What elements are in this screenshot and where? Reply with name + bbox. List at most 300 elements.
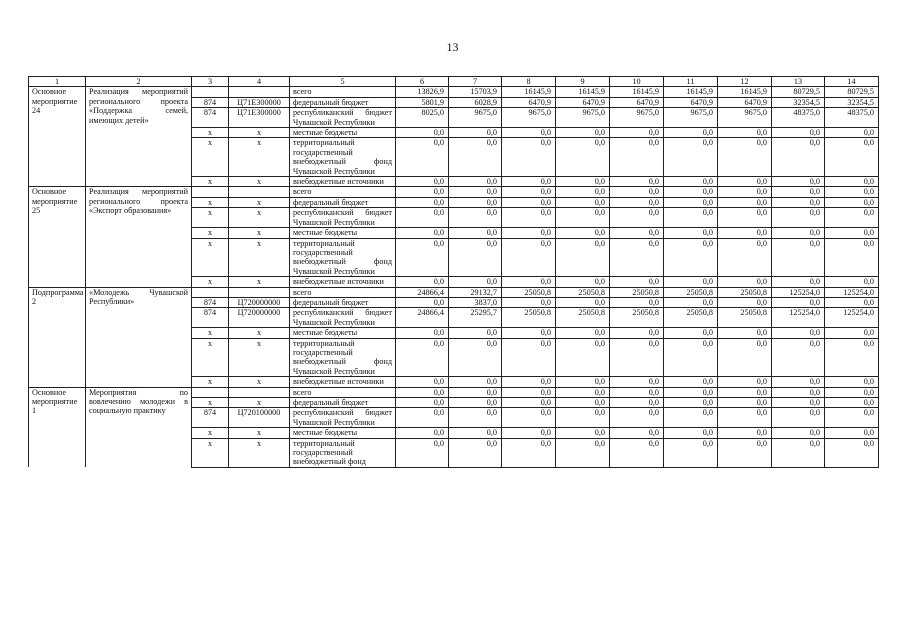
- amount-cell: 0,0: [825, 228, 879, 238]
- column-header: 10: [610, 77, 664, 87]
- amount-cell: 0,0: [502, 228, 556, 238]
- classification-code: х: [229, 128, 290, 138]
- amount-cell: 9675,0: [449, 108, 502, 128]
- amount-cell: 0,0: [396, 228, 449, 238]
- grbs-code: х: [192, 228, 229, 238]
- amount-cell: 6470,9: [556, 97, 610, 107]
- amount-cell: 0,0: [556, 297, 610, 307]
- grbs-code: 874: [192, 408, 229, 428]
- amount-cell: 0,0: [718, 187, 772, 197]
- amount-cell: 25050,8: [664, 308, 718, 328]
- amount-cell: 0,0: [502, 338, 556, 377]
- amount-cell: 25050,8: [556, 287, 610, 297]
- amount-cell: 0,0: [556, 398, 610, 408]
- amount-cell: 0,0: [610, 228, 664, 238]
- funding-source: всего: [290, 187, 396, 197]
- amount-cell: 0,0: [718, 428, 772, 438]
- amount-cell: 15703,9: [449, 87, 502, 97]
- amount-cell: 0,0: [396, 387, 449, 397]
- amount-cell: 0,0: [610, 238, 664, 277]
- amount-cell: 0,0: [772, 277, 825, 287]
- amount-cell: 125254,0: [825, 308, 879, 328]
- funding-source: местные бюджеты: [290, 228, 396, 238]
- amount-cell: 0,0: [556, 438, 610, 467]
- funding-source: всего: [290, 87, 396, 97]
- amount-cell: 24866,4: [396, 308, 449, 328]
- classification-code: Ц720100000: [229, 408, 290, 428]
- amount-cell: 0,0: [664, 377, 718, 387]
- amount-cell: 0,0: [396, 428, 449, 438]
- classification-code: х: [229, 438, 290, 467]
- amount-cell: 0,0: [556, 328, 610, 338]
- amount-cell: 0,0: [502, 177, 556, 187]
- amount-cell: 0,0: [825, 177, 879, 187]
- column-header: 5: [290, 77, 396, 87]
- amount-cell: 125254,0: [772, 287, 825, 297]
- amount-cell: 24866,4: [396, 287, 449, 297]
- grbs-code: 874: [192, 308, 229, 328]
- activity-title: «Молодежь Чувашской Республики»: [86, 287, 192, 387]
- amount-cell: 0,0: [772, 377, 825, 387]
- column-header: 6: [396, 77, 449, 87]
- amount-cell: 0,0: [610, 398, 664, 408]
- grbs-code: х: [192, 138, 229, 177]
- amount-cell: 125254,0: [772, 308, 825, 328]
- classification-code: Ц720000000: [229, 308, 290, 328]
- amount-cell: 0,0: [502, 297, 556, 307]
- amount-cell: 0,0: [664, 398, 718, 408]
- amount-cell: 0,0: [772, 187, 825, 197]
- amount-cell: 0,0: [449, 208, 502, 228]
- funding-source: внебюджетные источники: [290, 277, 396, 287]
- amount-cell: 0,0: [664, 297, 718, 307]
- amount-cell: 0,0: [610, 408, 664, 428]
- column-header: 13: [772, 77, 825, 87]
- amount-cell: 0,0: [610, 128, 664, 138]
- amount-cell: 16145,9: [556, 87, 610, 97]
- column-header: 7: [449, 77, 502, 87]
- amount-cell: 16145,9: [610, 87, 664, 97]
- classification-code: [229, 187, 290, 197]
- amount-cell: 0,0: [610, 387, 664, 397]
- amount-cell: 0,0: [772, 438, 825, 467]
- amount-cell: 0,0: [502, 208, 556, 228]
- amount-cell: 0,0: [502, 128, 556, 138]
- activity-title: Реализация мероприятий регионального проекта «Экспорт образования»: [86, 187, 192, 287]
- classification-code: [229, 287, 290, 297]
- amount-cell: 0,0: [772, 138, 825, 177]
- amount-cell: 0,0: [664, 197, 718, 207]
- amount-cell: 0,0: [556, 408, 610, 428]
- amount-cell: 0,0: [449, 277, 502, 287]
- amount-cell: 0,0: [502, 438, 556, 467]
- amount-cell: 0,0: [556, 387, 610, 397]
- amount-cell: 0,0: [556, 208, 610, 228]
- column-header: 2: [86, 77, 192, 87]
- amount-cell: 0,0: [449, 387, 502, 397]
- amount-cell: 0,0: [825, 238, 879, 277]
- amount-cell: 0,0: [502, 377, 556, 387]
- funding-source: местные бюджеты: [290, 128, 396, 138]
- funding-source: федеральный бюджет: [290, 297, 396, 307]
- amount-cell: 32354,5: [825, 97, 879, 107]
- amount-cell: 0,0: [449, 398, 502, 408]
- amount-cell: 0,0: [718, 197, 772, 207]
- amount-cell: 0,0: [664, 328, 718, 338]
- column-header: 1: [29, 77, 86, 87]
- funding-source: федеральный бюджет: [290, 97, 396, 107]
- amount-cell: 0,0: [772, 197, 825, 207]
- amount-cell: 6470,9: [502, 97, 556, 107]
- grbs-code: х: [192, 238, 229, 277]
- amount-cell: 0,0: [610, 328, 664, 338]
- amount-cell: 13826,9: [396, 87, 449, 97]
- amount-cell: 9675,0: [718, 108, 772, 128]
- column-header: 11: [664, 77, 718, 87]
- amount-cell: 0,0: [825, 338, 879, 377]
- amount-cell: 0,0: [610, 187, 664, 197]
- amount-cell: 0,0: [396, 208, 449, 228]
- amount-cell: 0,0: [449, 328, 502, 338]
- column-header-row: [29, 77, 879, 87]
- amount-cell: 0,0: [610, 177, 664, 187]
- amount-cell: 0,0: [718, 177, 772, 187]
- amount-cell: 0,0: [502, 428, 556, 438]
- amount-cell: 0,0: [664, 177, 718, 187]
- classification-code: х: [229, 238, 290, 277]
- amount-cell: 0,0: [449, 438, 502, 467]
- amount-cell: 0,0: [396, 197, 449, 207]
- classification-code: х: [229, 338, 290, 377]
- amount-cell: 0,0: [556, 187, 610, 197]
- amount-cell: 25050,8: [664, 287, 718, 297]
- classification-code: х: [229, 428, 290, 438]
- grbs-code: х: [192, 328, 229, 338]
- amount-cell: 0,0: [556, 138, 610, 177]
- amount-cell: 0,0: [449, 238, 502, 277]
- amount-cell: 25050,8: [610, 308, 664, 328]
- amount-cell: 0,0: [449, 177, 502, 187]
- amount-cell: 0,0: [718, 208, 772, 228]
- amount-cell: 25050,8: [556, 308, 610, 328]
- amount-cell: 0,0: [825, 387, 879, 397]
- amount-cell: 0,0: [664, 408, 718, 428]
- amount-cell: 6470,9: [664, 97, 718, 107]
- grbs-code: х: [192, 197, 229, 207]
- amount-cell: 0,0: [449, 338, 502, 377]
- amount-cell: 0,0: [396, 297, 449, 307]
- classification-code: х: [229, 398, 290, 408]
- grbs-code: х: [192, 438, 229, 467]
- amount-cell: 125254,0: [825, 287, 879, 297]
- amount-cell: 0,0: [502, 277, 556, 287]
- amount-cell: 0,0: [825, 328, 879, 338]
- amount-cell: 0,0: [664, 338, 718, 377]
- table-row: [29, 87, 879, 97]
- amount-cell: 0,0: [610, 208, 664, 228]
- amount-cell: 0,0: [556, 128, 610, 138]
- amount-cell: 0,0: [610, 438, 664, 467]
- amount-cell: 0,0: [502, 238, 556, 277]
- amount-cell: 0,0: [664, 138, 718, 177]
- amount-cell: 0,0: [772, 128, 825, 138]
- amount-cell: 0,0: [664, 277, 718, 287]
- funding-source: федеральный бюджет: [290, 197, 396, 207]
- grbs-code: 874: [192, 97, 229, 107]
- amount-cell: 0,0: [772, 208, 825, 228]
- amount-cell: 0,0: [556, 428, 610, 438]
- amount-cell: 9675,0: [664, 108, 718, 128]
- classification-code: [229, 387, 290, 397]
- amount-cell: 25050,8: [718, 287, 772, 297]
- funding-source: республиканский бюджет Чувашской Республики: [290, 108, 396, 128]
- amount-cell: 0,0: [772, 297, 825, 307]
- amount-cell: 0,0: [502, 387, 556, 397]
- amount-cell: 0,0: [396, 338, 449, 377]
- amount-cell: 0,0: [772, 228, 825, 238]
- amount-cell: 0,0: [825, 128, 879, 138]
- amount-cell: 0,0: [449, 138, 502, 177]
- amount-cell: 0,0: [556, 197, 610, 207]
- amount-cell: 0,0: [718, 238, 772, 277]
- amount-cell: 0,0: [396, 438, 449, 467]
- amount-cell: 25050,8: [502, 287, 556, 297]
- amount-cell: 0,0: [718, 277, 772, 287]
- funding-source: территориальный государственный внебюджетный фонд Чувашской Республики: [290, 338, 396, 377]
- amount-cell: 0,0: [396, 377, 449, 387]
- amount-cell: 0,0: [449, 408, 502, 428]
- table-row: [29, 187, 879, 197]
- amount-cell: 80729,5: [772, 87, 825, 97]
- amount-cell: 0,0: [502, 328, 556, 338]
- amount-cell: 25050,8: [610, 287, 664, 297]
- amount-cell: 25050,8: [718, 308, 772, 328]
- amount-cell: 0,0: [664, 187, 718, 197]
- amount-cell: 0,0: [825, 277, 879, 287]
- amount-cell: 0,0: [610, 138, 664, 177]
- grbs-code: х: [192, 338, 229, 377]
- classification-code: х: [229, 228, 290, 238]
- amount-cell: 0,0: [610, 428, 664, 438]
- funding-source: всего: [290, 287, 396, 297]
- amount-cell: 0,0: [718, 387, 772, 397]
- funding-source: местные бюджеты: [290, 328, 396, 338]
- funding-source: республиканский бюджет Чувашской Республики: [290, 208, 396, 228]
- funding-source: федеральный бюджет: [290, 398, 396, 408]
- amount-cell: 6028,9: [449, 97, 502, 107]
- amount-cell: 0,0: [772, 177, 825, 187]
- amount-cell: 0,0: [825, 408, 879, 428]
- amount-cell: 0,0: [396, 238, 449, 277]
- amount-cell: 0,0: [825, 377, 879, 387]
- amount-cell: 0,0: [718, 338, 772, 377]
- amount-cell: 0,0: [449, 197, 502, 207]
- funding-source: внебюджетные источники: [290, 377, 396, 387]
- amount-cell: 0,0: [556, 338, 610, 377]
- grbs-code: [192, 287, 229, 297]
- classification-code: Ц71Е300000: [229, 108, 290, 128]
- amount-cell: 0,0: [664, 228, 718, 238]
- amount-cell: 0,0: [610, 377, 664, 387]
- funding-source: республиканский бюджет Чувашской Республики: [290, 308, 396, 328]
- grbs-code: [192, 187, 229, 197]
- activity-name: Основное мероприятие 24: [29, 87, 86, 187]
- amount-cell: 0,0: [718, 297, 772, 307]
- amount-cell: 0,0: [449, 187, 502, 197]
- activity-title: Реализация мероприятий регионального проекта «Поддержка семей, имеющих детей»: [86, 87, 192, 187]
- grbs-code: х: [192, 177, 229, 187]
- funding-source: внебюджетные источники: [290, 177, 396, 187]
- amount-cell: 16145,9: [502, 87, 556, 97]
- amount-cell: 0,0: [396, 408, 449, 428]
- grbs-code: х: [192, 398, 229, 408]
- column-header: 14: [825, 77, 879, 87]
- amount-cell: 0,0: [396, 328, 449, 338]
- amount-cell: 0,0: [825, 428, 879, 438]
- amount-cell: 0,0: [718, 398, 772, 408]
- classification-code: Ц71Е300000: [229, 97, 290, 107]
- column-header: 3: [192, 77, 229, 87]
- amount-cell: 0,0: [718, 328, 772, 338]
- classification-code: х: [229, 277, 290, 287]
- amount-cell: 0,0: [718, 377, 772, 387]
- funding-source: территориальный государственный внебюджетный фонд: [290, 438, 396, 467]
- amount-cell: 5801,9: [396, 97, 449, 107]
- grbs-code: х: [192, 277, 229, 287]
- grbs-code: х: [192, 377, 229, 387]
- amount-cell: 0,0: [825, 187, 879, 197]
- amount-cell: 6470,9: [718, 97, 772, 107]
- funding-source: всего: [290, 387, 396, 397]
- amount-cell: 0,0: [556, 177, 610, 187]
- amount-cell: 0,0: [396, 138, 449, 177]
- amount-cell: 0,0: [718, 128, 772, 138]
- amount-cell: 0,0: [610, 297, 664, 307]
- grbs-code: х: [192, 128, 229, 138]
- amount-cell: 48375,0: [772, 108, 825, 128]
- amount-cell: 80729,5: [825, 87, 879, 97]
- column-header: 12: [718, 77, 772, 87]
- amount-cell: 0,0: [556, 228, 610, 238]
- amount-cell: 9675,0: [502, 108, 556, 128]
- amount-cell: 48375,0: [825, 108, 879, 128]
- amount-cell: 0,0: [396, 398, 449, 408]
- amount-cell: 32354,5: [772, 97, 825, 107]
- amount-cell: 0,0: [718, 438, 772, 467]
- funding-source: территориальный государственный внебюджетный фонд Чувашской Республики: [290, 238, 396, 277]
- amount-cell: 0,0: [718, 408, 772, 428]
- amount-cell: 0,0: [610, 277, 664, 287]
- table-row: [29, 287, 879, 297]
- table-row: [29, 387, 879, 397]
- budget-table: [28, 76, 879, 468]
- amount-cell: 0,0: [449, 377, 502, 387]
- classification-code: Ц720000000: [229, 297, 290, 307]
- grbs-code: 874: [192, 297, 229, 307]
- amount-cell: 0,0: [664, 128, 718, 138]
- amount-cell: 16145,9: [718, 87, 772, 97]
- amount-cell: 0,0: [664, 428, 718, 438]
- amount-cell: 0,0: [825, 197, 879, 207]
- amount-cell: 0,0: [396, 277, 449, 287]
- amount-cell: 0,0: [449, 428, 502, 438]
- amount-cell: 0,0: [396, 177, 449, 187]
- amount-cell: 0,0: [825, 398, 879, 408]
- amount-cell: 0,0: [772, 408, 825, 428]
- amount-cell: 0,0: [449, 128, 502, 138]
- amount-cell: 0,0: [825, 138, 879, 177]
- amount-cell: 0,0: [718, 228, 772, 238]
- amount-cell: 0,0: [664, 208, 718, 228]
- table-body: [29, 77, 879, 468]
- funding-source: территориальный государственный внебюджетный фонд Чувашской Республики: [290, 138, 396, 177]
- amount-cell: 0,0: [502, 138, 556, 177]
- amount-cell: 0,0: [825, 297, 879, 307]
- amount-cell: 0,0: [664, 238, 718, 277]
- amount-cell: 0,0: [772, 328, 825, 338]
- amount-cell: 0,0: [396, 128, 449, 138]
- amount-cell: 0,0: [502, 398, 556, 408]
- amount-cell: 0,0: [502, 197, 556, 207]
- classification-code: [229, 87, 290, 97]
- grbs-code: [192, 87, 229, 97]
- grbs-code: х: [192, 428, 229, 438]
- amount-cell: 0,0: [772, 428, 825, 438]
- amount-cell: 0,0: [772, 387, 825, 397]
- amount-cell: 8025,0: [396, 108, 449, 128]
- classification-code: х: [229, 208, 290, 228]
- amount-cell: 3837,0: [449, 297, 502, 307]
- activity-title: Мероприятия по вовлечению молодежи в социальную практику: [86, 387, 192, 467]
- grbs-code: [192, 387, 229, 397]
- amount-cell: 9675,0: [556, 108, 610, 128]
- amount-cell: 0,0: [610, 338, 664, 377]
- classification-code: х: [229, 328, 290, 338]
- column-header: 8: [502, 77, 556, 87]
- amount-cell: 0,0: [825, 208, 879, 228]
- amount-cell: 29132,7: [449, 287, 502, 297]
- activity-name: Основное мероприятие 25: [29, 187, 86, 287]
- amount-cell: 0,0: [718, 138, 772, 177]
- amount-cell: 16145,9: [664, 87, 718, 97]
- amount-cell: 0,0: [502, 408, 556, 428]
- grbs-code: 874: [192, 108, 229, 128]
- amount-cell: 0,0: [772, 398, 825, 408]
- amount-cell: 0,0: [664, 438, 718, 467]
- classification-code: х: [229, 377, 290, 387]
- amount-cell: 0,0: [610, 197, 664, 207]
- classification-code: х: [229, 138, 290, 177]
- amount-cell: 0,0: [556, 377, 610, 387]
- classification-code: х: [229, 177, 290, 187]
- amount-cell: 0,0: [396, 187, 449, 197]
- amount-cell: 0,0: [664, 387, 718, 397]
- amount-cell: 6470,9: [610, 97, 664, 107]
- page-number: 13: [446, 40, 459, 54]
- grbs-code: х: [192, 208, 229, 228]
- amount-cell: 0,0: [772, 238, 825, 277]
- amount-cell: 25295,7: [449, 308, 502, 328]
- amount-cell: 0,0: [556, 238, 610, 277]
- activity-name: Основное мероприятие 1: [29, 387, 86, 467]
- amount-cell: 0,0: [502, 187, 556, 197]
- amount-cell: 25050,8: [502, 308, 556, 328]
- classification-code: х: [229, 197, 290, 207]
- amount-cell: 9675,0: [610, 108, 664, 128]
- funding-source: республиканский бюджет Чувашской Республики: [290, 408, 396, 428]
- amount-cell: 0,0: [772, 338, 825, 377]
- amount-cell: 0,0: [556, 277, 610, 287]
